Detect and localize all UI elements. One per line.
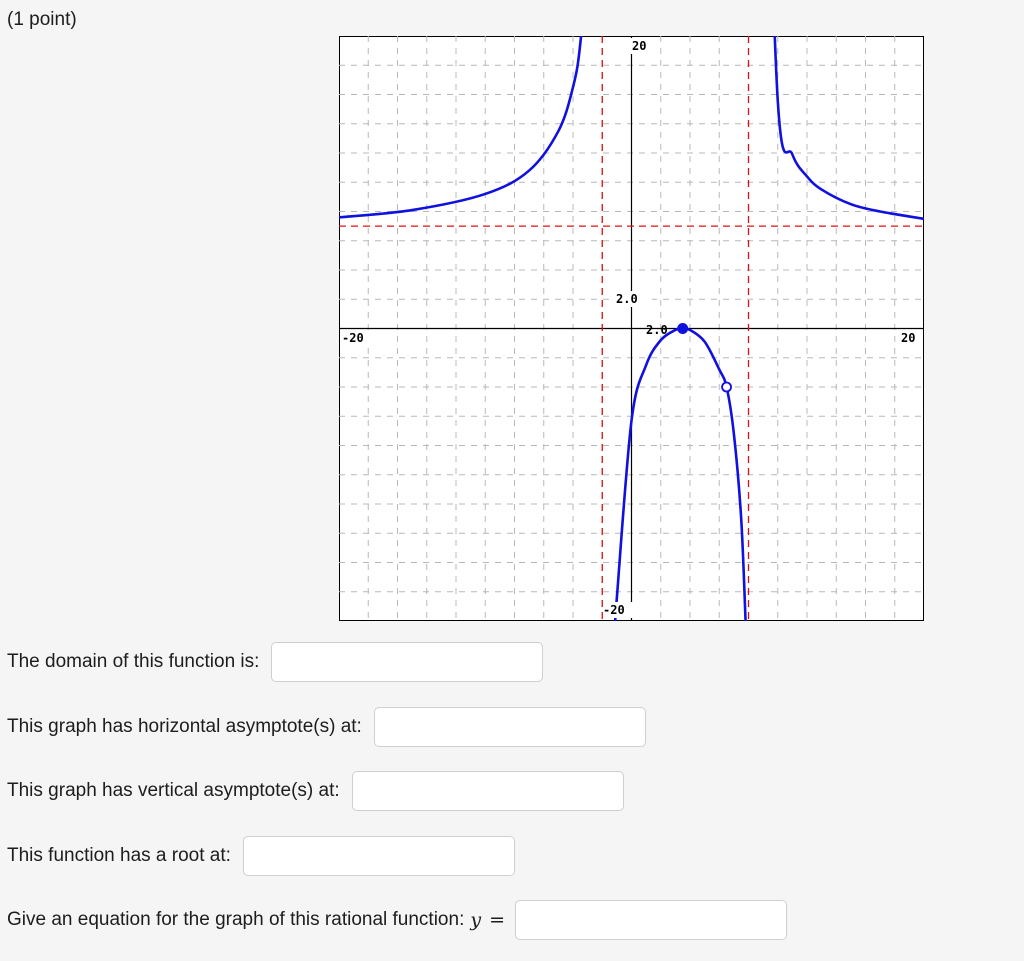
points-label: (1 point) <box>7 9 77 30</box>
max-point-label: 2.0 <box>646 323 668 337</box>
equation-label: Give an equation for the graph of this rational function: <box>7 909 465 930</box>
root-input[interactable] <box>243 836 515 876</box>
equation-variable: y <box>470 909 482 931</box>
root-label: This function has a root at: <box>7 845 231 866</box>
graph-svg <box>339 36 924 621</box>
vertical-asymptote-row <box>7 771 624 811</box>
equation-input[interactable] <box>515 900 787 940</box>
y-bottom-label: -20 <box>603 603 625 617</box>
x-right-label: 20 <box>901 331 916 345</box>
horizontal-asymptote-input[interactable] <box>374 707 646 747</box>
y-mid-label: 2.0 <box>616 292 638 306</box>
equation-equals: = <box>489 909 506 931</box>
x-left-label: -20 <box>342 331 364 345</box>
equation-row <box>7 900 787 940</box>
vertical-asymptote-label: This graph has vertical asymptote(s) at: <box>7 780 340 801</box>
domain-row <box>7 642 543 682</box>
vertical-asymptote-input[interactable] <box>352 771 624 811</box>
hole-marker <box>722 383 731 392</box>
root-row <box>7 836 515 876</box>
horizontal-asymptote-row <box>7 707 646 747</box>
horizontal-asymptote-label: This graph has horizontal asymptote(s) at: <box>7 716 362 737</box>
y-top-label: 20 <box>632 39 647 53</box>
max-point-marker <box>678 324 688 334</box>
domain-input[interactable] <box>271 642 543 682</box>
domain-label: The domain of this function is: <box>7 651 260 672</box>
function-graph <box>339 36 924 621</box>
